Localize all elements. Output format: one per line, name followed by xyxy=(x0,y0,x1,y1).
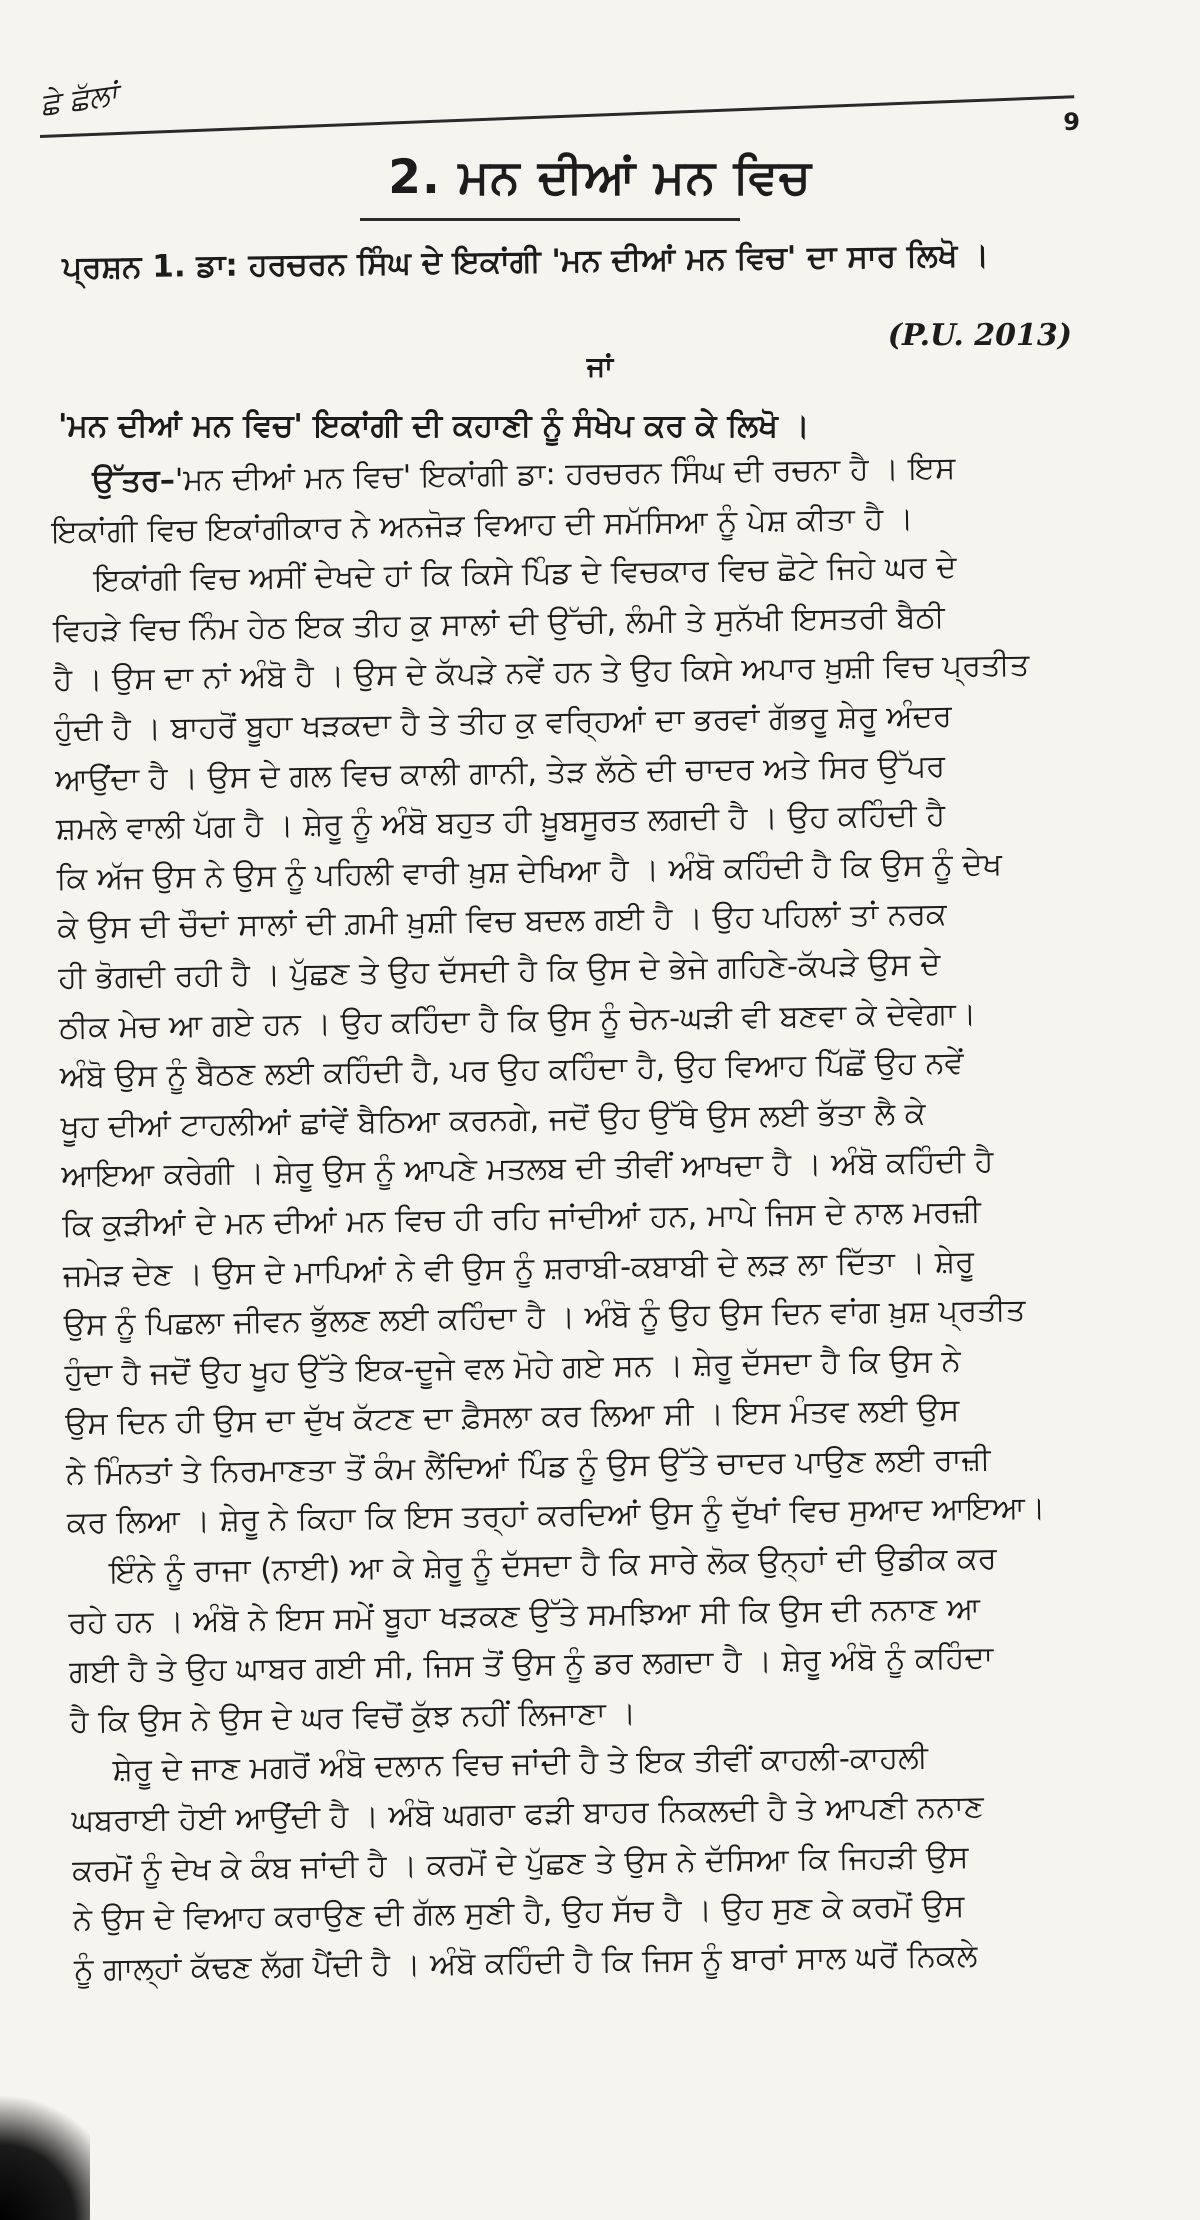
answer-line-30: ਨੂੰ ਗਾਲ੍ਹਾਂ ਕੱਢਣ ਲੱਗ ਪੈਂਦੀ ਹੈ । ਅੰਬੋ ਕਹਿੰਦੀ ਹੈ ਕਿ ਜਿਸ ਨੂੰ ਬਾਰਾਂ ਸਾਲ ਘਰੋਂ ਨਿਕਲੇ xyxy=(73,1938,978,1988)
answer-line-8: ਕਿ ਅੱਜ ਉਸ ਨੇ ਉਸ ਨੂੰ ਪਹਿਲੀ ਵਾਰੀ ਖ਼ੁਸ਼ ਦੇਖਿਆ ਹੈ । ਅੰਬੋ ਕਹਿੰਦੀ ਹੈ ਕਿ ਉਸ ਨੂੰ ਦੇਖ xyxy=(56,846,1003,897)
answer-line-24: ਗਈ ਹੈ ਤੇ ਉਹ ਘਾਬਰ ਗਈ ਸੀ, ਜਿਸ ਤੋਂ ਉਸ ਨੂੰ ਡਰ ਲਗਦਾ ਹੈ । ਸ਼ੇਰੂ ਅੰਬੋ ਨੂੰ ਕਹਿੰਦਾ xyxy=(68,1640,994,1691)
answer-line-7: ਸ਼ਮਲੇ ਵਾਲੀ ਪੱਗ ਹੈ । ਸ਼ੇਰੂ ਨੂੰ ਅੰਬੋ ਬਹੁਤ ਹੀ ਖ਼ੂਬਸੂਰਤ ਲਗਦੀ ਹੈ । ਉਹ ਕਹਿੰਦੀ ਹੈ xyxy=(55,798,946,848)
answer-line-11: ਠੀਕ ਮੇਚ ਆ ਗਏ ਹਨ । ਉਹ ਕਹਿੰਦਾ ਹੈ ਕਿ ਉਸ ਨੂੰ ਚੇਨ-ਘੜੀ ਵੀ ਬਣਵਾ ਕੇ ਦੇਵੇਗਾ। xyxy=(58,996,977,1046)
answer-line-25: ਹੈ ਕਿ ਉਸ ਨੇ ਉਸ ਦੇ ਘਰ ਵਿਚੋਂ ਕੁੱਝ ਨਹੀਂ ਲਿਜਾਣਾ । xyxy=(69,1695,637,1740)
answer-line-9: ਕੇ ਉਸ ਦੀ ਚੌਦਾਂ ਸਾਲਾਂ ਦੀ ਗ਼ਮੀ ਖ਼ੁਸ਼ੀ ਵਿਚ ਬਦਲ ਗਈ ਹੈ । ਉਹ ਪਹਿਲਾਂ ਤਾਂ ਨਰਕ xyxy=(57,897,947,947)
answer-line-4: ਹੈ । ਉਸ ਦਾ ਨਾਂ ਅੰਬੋ ਹੈ । ਉਸ ਦੇ ਕੱਪੜੇ ਨਵੇਂ ਹਨ ਤੇ ਉਹ ਕਿਸੇ ਅਪਾਰ ਖ਼ੁਸ਼ੀ ਵਿਚ ਪ੍ਰਤੀਤ xyxy=(53,648,1030,699)
answer-line-0-text: 'ਮਨ ਦੀਆਂ ਮਨ ਵਿਚ' ਇਕਾਂਗੀ ਡਾ: ਹਰਚਰਨ ਸਿੰਘ ਦੀ ਰਚਨਾ ਹੈ । ਇਸ xyxy=(174,450,956,499)
answer-line-15: ਕਿ ਕੁੜੀਆਂ ਦੇ ਮਨ ਦੀਆਂ ਮਨ ਵਿਚ ਹੀ ਰਹਿ ਜਾਂਦੀਆਂ ਹਨ, ਮਾਪੇ ਜਿਸ ਦੇ ਨਾਲ ਮਰਜ਼ੀ xyxy=(61,1194,982,1244)
question-alt-text: 'ਮਨ ਦੀਆਂ ਮਨ ਵਿਚ' ਇਕਾਂਗੀ ਦੀ ਕਹਾਣੀ ਨੂੰ ਸੰਖੇਪ ਕਰ ਕੇ ਲਿਖੋ । xyxy=(58,408,810,444)
answer-line-21: ਕਰ ਲਿਆ । ਸ਼ੇਰੂ ਨੇ ਕਿਹਾ ਕਿ ਇਸ ਤਰ੍ਹਾਂ ਕਰਦਿਆਂ ਉਸ ਨੂੰ ਦੁੱਖਾਂ ਵਿਚ ਸੁਆਦ ਆਇਆ। xyxy=(66,1490,1046,1542)
answer-line-29: ਨੇ ਉਸ ਦੇ ਵਿਆਹ ਕਰਾਉਣ ਦੀ ਗੱਲ ਸੁਣੀ ਹੈ, ਉਹ ਸੱਚ ਹੈ । ਉਹ ਸੁਣ ਕੇ ਕਰਮੋਂ ਉਸ xyxy=(72,1889,965,1939)
answer-line-10: ਹੀ ਭੋਗਦੀ ਰਹੀ ਹੈ । ਪੁੱਛਣ ਤੇ ਉਹ ਦੱਸਦੀ ਹੈ ਕਿ ਉਸ ਦੇ ਭੇਜੇ ਗਹਿਣੇ-ਕੱਪੜੇ ਉਸ ਦੇ xyxy=(57,947,941,996)
answer-line-23: ਰਹੇ ਹਨ । ਅੰਬੋ ਨੇ ਇਸ ਸਮੇਂ ਬੂਹਾ ਖੜਕਣ ਉੱਤੇ ਸਮਝਿਆ ਸੀ ਕਿ ਉਸ ਦੀ ਨਨਾਣ ਆ xyxy=(68,1591,981,1641)
answer-line-16: ਜਮੇੜ ਦੇਣ । ਉਸ ਦੇ ਮਾਪਿਆਂ ਨੇ ਵੀ ਉਸ ਨੂੰ ਸ਼ਰਾਬੀ-ਕਬਾਬੀ ਦੇ ਲੜ ਲਾ ਦਿੱਤਾ । ਸ਼ੇਰੂ xyxy=(62,1244,975,1294)
answer-line-13: ਖੂਹ ਦੀਆਂ ਟਾਹਲੀਆਂ ਛਾਂਵੇਂ ਬੈਠਿਆ ਕਰਨਗੇ, ਜਦੋਂ ਉਹ ਉੱਥੇ ਉਸ ਲਈ ਭੱਤਾ ਲੈ ਕੇ xyxy=(60,1096,926,1145)
or-separator: ਜਾਂ xyxy=(586,350,614,383)
answer-line-22: ਇੰਨੇ ਨੂੰ ਰਾਜਾ (ਨਾਈ) ਆ ਕੇ ਸ਼ੇਰੂ ਨੂੰ ਦੱਸਦਾ ਹੈ ਕਿ ਸਾਰੇ ਲੋਕ ਉਨ੍ਹਾਂ ਦੀ ਉਡੀਕ ਕਰ xyxy=(109,1541,997,1591)
answer-line-19: ਉਸ ਦਿਨ ਹੀ ਉਸ ਦਾ ਦੁੱਖ ਕੱਟਣ ਦਾ ਫ਼ੈਸਲਾ ਕਰ ਲਿਆ ਸੀ । ਇਸ ਮੰਤਵ ਲਈ ਉਸ xyxy=(64,1393,960,1443)
answer-line-3: ਵਿਹੜੇ ਵਿਚ ਨਿੰਮ ਹੇਠ ਇਕ ਤੀਹ ਕੁ ਸਾਲਾਂ ਦੀ ਉੱਚੀ, ਲੰਮੀ ਤੇ ਸੁਨੱਖੀ ਇਸਤਰੀ ਬੈਠੀ xyxy=(52,599,945,649)
answer-line-6: ਆਉਂਦਾ ਹੈ । ਉਸ ਦੇ ਗਲ ਵਿਚ ਕਾਲੀ ਗਾਨੀ, ਤੇੜ ਲੱਠੇ ਦੀ ਚਾਦਰ ਅਤੇ ਸਿਰ ਉੱਪਰ xyxy=(54,748,946,798)
answer-line-27: ਘਬਰਾਈ ਹੋਈ ਆਉਂਦੀ ਹੈ । ਅੰਬੋ ਘਗਰਾ ਫੜੀ ਬਾਹਰ ਨਿਕਲਦੀ ਹੈ ਤੇ ਆਪਣੀ ਨਨਾਣ xyxy=(71,1789,984,1839)
answer-line-26: ਸ਼ੇਰੂ ਦੇ ਜਾਣ ਮਗਰੋਂ ਅੰਬੋ ਦਲਾਨ ਵਿਚ ਜਾਂਦੀ ਹੈ ਤੇ ਇਕ ਤੀਵੀਂ ਕਾਹਲੀ-ਕਾਹਲੀ xyxy=(112,1740,929,1789)
answer-label: ਉੱਤਰ– xyxy=(92,463,176,500)
chapter-title: 2. ਮਨ ਦੀਆਂ ਮਨ ਵਿਚ xyxy=(388,150,812,205)
question-source: (P.U. 2013) xyxy=(887,318,1072,353)
answer-line-18: ਹੁੰਦਾ ਹੈ ਜਦੋਂ ਉਹ ਖੂਹ ਉੱਤੇ ਇਕ-ਦੂਜੇ ਵਲ ਮੋਹੇ ਗਏ ਸਨ । ਸ਼ੇਰੂ ਦੱਸਦਾ ਹੈ ਕਿ ਉਸ ਨੇ xyxy=(64,1343,961,1393)
answer-line-28: ਕਰਮੋਂ ਨੂੰ ਦੇਖ ਕੇ ਕੰਬ ਜਾਂਦੀ ਹੈ । ਕਰਮੋਂ ਦੇ ਪੁੱਛਣ ਤੇ ਉਸ ਨੇ ਦੱਸਿਆ ਕਿ ਜਿਹੜੀ ਉਸ xyxy=(71,1839,969,1889)
title-underline xyxy=(360,218,740,221)
answer-line-5: ਹੁੰਦੀ ਹੈ । ਬਾਹਰੋਂ ਬੂਹਾ ਖੜਕਦਾ ਹੈ ਤੇ ਤੀਹ ਕੁ ਵਰ੍ਹਿਆਂ ਦਾ ਭਰਵਾਂ ਗੱਭਰੂ ਸ਼ੇਰੂ ਅੰਦਰ xyxy=(54,698,953,748)
header-rule xyxy=(40,95,1074,138)
answer-line-1: ਇਕਾਂਗੀ ਵਿਚ ਇਕਾਂਗੀਕਾਰ ਨੇ ਅਨਜੋੜ ਵਿਆਹ ਦੀ ਸਮੱਸਿਆ ਨੂੰ ਪੇਸ਼ ਕੀਤਾ ਹੈ । xyxy=(50,501,914,550)
answer-line-2: ਇਕਾਂਗੀ ਵਿਚ ਅਸੀਂ ਦੇਖਦੇ ਹਾਂ ਕਿ ਕਿਸੇ ਪਿੰਡ ਦੇ ਵਿਚਕਾਰ ਵਿਚ ਛੋਟੇ ਜਿਹੇ ਘਰ ਦੇ xyxy=(93,549,957,599)
answer-line-17: ਉਸ ਨੂੰ ਪਿਛਲਾ ਜੀਵਨ ਭੁੱਲਣ ਲਈ ਕਹਿੰਦਾ ਹੈ । ਅੰਬੋ ਨੂੰ ਉਹ ਉਸ ਦਿਨ ਵਾਂਗ ਖ਼ੁਸ਼ ਪ੍ਰਤੀਤ xyxy=(63,1292,1026,1343)
page-corner-shadow xyxy=(0,2080,90,2220)
answer-line-20: ਨੇ ਮਿੰਨਤਾਂ ਤੇ ਨਿਰਮਾਣਤਾ ਤੋਂ ਕੰਮ ਲੈਂਦਿਆਂ ਪਿੰਡ ਨੂੰ ਉਸ ਉੱਤੇ ਚਾਦਰ ਪਾਉਣ ਲਈ ਰਾਜ਼ੀ xyxy=(65,1442,991,1492)
question-text: ਪ੍ਰਸ਼ਨ 1. ਡਾ: ਹਰਚਰਨ ਸਿੰਘ ਦੇ ਇਕਾਂਗੀ 'ਮਨ ਦੀਆਂ ਮਨ ਵਿਚ' ਦਾ ਸਾਰ ਲਿਖੋ । xyxy=(62,237,990,286)
answer-body xyxy=(50,441,1154,1995)
running-head: ਛੇ ਛੱਲਾਂ xyxy=(38,77,120,123)
answer-line-12: ਅੰਬੋ ਉਸ ਨੂੰ ਬੈਠਣ ਲਈ ਕਹਿੰਦੀ ਹੈ, ਪਰ ਉਹ ਕਹਿੰਦਾ ਹੈ, ਉਹ ਵਿਆਹ ਪਿੱਛੋਂ ਉਹ ਨਵੇਂ xyxy=(59,1045,964,1096)
page-number: 9 xyxy=(1063,108,1080,136)
answer-line-14: ਆਇਆ ਕਰੇਗੀ । ਸ਼ੇਰੂ ਉਸ ਨੂੰ ਆਪਣੇ ਮਤਲਬ ਦੀ ਤੀਵੀਂ ਆਖਦਾ ਹੈ । ਅੰਬੋ ਕਹਿੰਦੀ ਹੈ xyxy=(61,1144,994,1195)
